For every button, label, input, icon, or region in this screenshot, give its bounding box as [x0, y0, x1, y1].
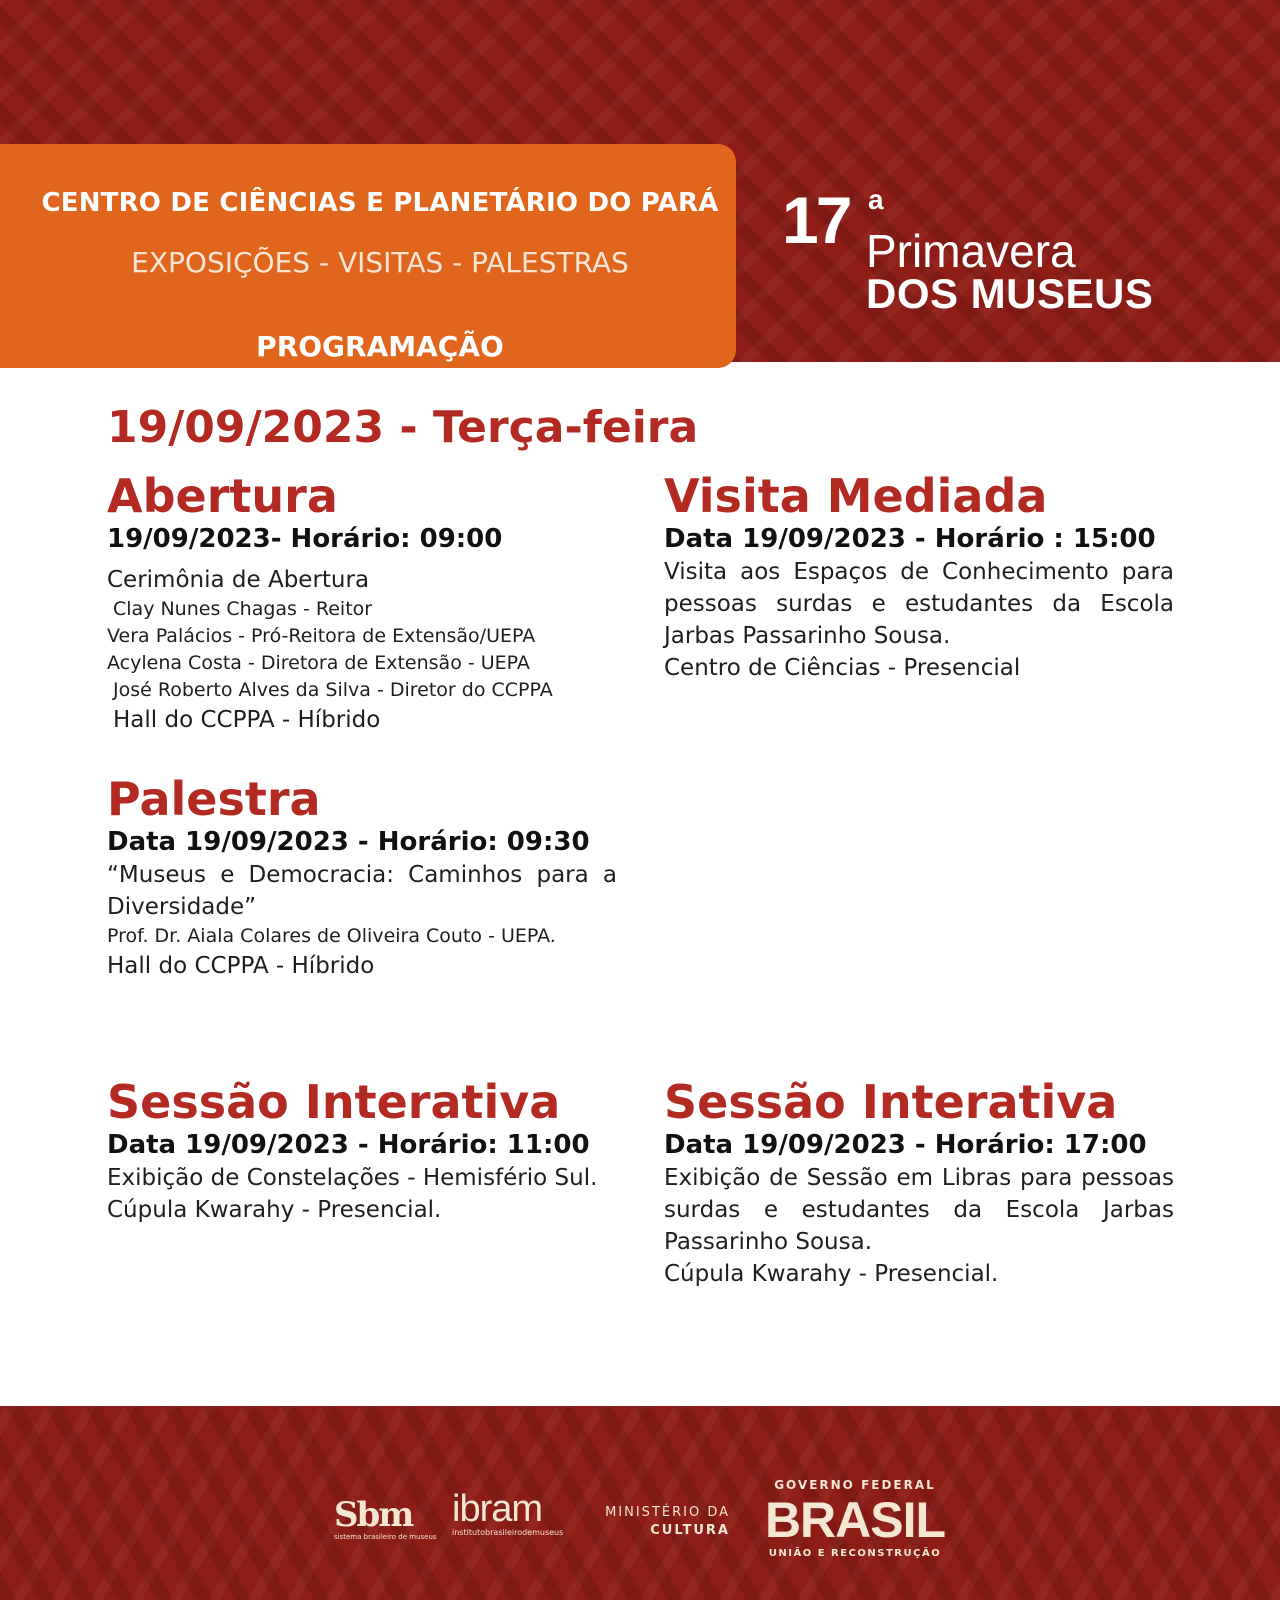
logo-primavera: Primavera	[866, 225, 1076, 277]
ibram-logo-caption: institutobrasileirodemuseus	[452, 1528, 564, 1537]
event-visita-mediada	[664, 470, 1174, 684]
event-speaker: Prof. Dr. Aiala Colares de Oliveira Couto - UEPA.	[107, 925, 556, 947]
event-sessao-interativa-evening	[664, 1076, 1174, 1290]
event-time: Data 19/09/2023 - Horário : 15:00	[664, 524, 1156, 554]
ibram-logo	[452, 1490, 563, 1538]
event-person: Acylena Costa - Diretora de Extensão - UEPA	[107, 652, 530, 674]
event-description: “Museus e Democracia: Caminhos para a Diversidade”	[107, 862, 617, 920]
event-abertura	[107, 470, 617, 736]
logo-edition-number: 17	[782, 183, 850, 257]
event-title: Palestra	[107, 772, 321, 826]
organization-subtitle: EXPOSIÇÕES - VISITAS - PALESTRAS	[131, 246, 629, 279]
organization-title: CENTRO DE CIÊNCIAS E PLANETÁRIO DO PARÁ	[41, 188, 719, 218]
ibram-logo-mark: ibram	[452, 1488, 543, 1530]
event-title: Visita Mediada	[664, 469, 1048, 523]
event-person: José Roberto Alves da Silva - Diretor do CCPPA	[113, 679, 553, 701]
event-location: Cúpula Kwarahy - Presencial.	[107, 1197, 442, 1223]
governo-brasil-wordmark: BRASIL	[764, 1492, 946, 1548]
program-label: PROGRAMAÇÃO	[256, 330, 504, 363]
event-person: Vera Palácios - Pró-Reitora de Extensão/UEPA	[107, 625, 536, 647]
event-description: Exibição de Constelações - Hemisfério Sul.	[107, 1165, 598, 1191]
logo-edition-superscript: a	[868, 184, 884, 215]
sbm-logo-caption: sistema brasileiro de museus	[334, 1533, 437, 1541]
event-sessao-interativa-morning	[107, 1076, 617, 1226]
date-heading: 19/09/2023 - Terça-feira	[107, 402, 699, 453]
event-location: Hall do CCPPA - Híbrido	[113, 707, 381, 733]
governo-federal-logo	[760, 1476, 950, 1562]
event-person: Clay Nunes Chagas - Reitor	[113, 598, 373, 620]
ministerio-line2: CULTURA	[650, 1523, 730, 1538]
event-time: 19/09/2023- Horário: 09:00	[107, 524, 503, 554]
governo-line3: UNIÃO E RECONSTRUÇÃO	[768, 1548, 942, 1559]
event-time: Data 19/09/2023 - Horário: 09:30	[107, 827, 590, 857]
event-description: Exibição de Sessão em Libras para pessoas surdas e estudantes da Escola Jarbas Passarinho Sousa.	[664, 1165, 1174, 1255]
governo-line1: GOVERNO FEDERAL	[774, 1478, 936, 1492]
event-location: Cúpula Kwarahy - Presencial.	[664, 1261, 999, 1287]
event-location: Hall do CCPPA - Híbrido	[107, 953, 375, 979]
sbm-logo-mark: Sbm	[334, 1495, 413, 1535]
event-time: Data 19/09/2023 - Horário: 11:00	[107, 1130, 590, 1160]
ministerio-line1: MINISTÉRIO DA	[605, 1505, 730, 1520]
event-title: Abertura	[107, 469, 338, 523]
event-description: Visita aos Espaços de Conhecimento para pessoas surdas e estudantes da Escola Jarbas Passarinho Sousa.	[664, 559, 1174, 649]
footer-banner	[0, 1406, 1280, 1600]
logo-dos-museus: DOS MUSEUS	[866, 270, 1154, 317]
primavera-dos-museus-logo	[782, 183, 1212, 318]
event-palestra	[107, 773, 617, 982]
sbm-logo	[334, 1495, 437, 1542]
event-title: Sessão Interativa	[107, 1075, 561, 1129]
event-description: Cerimônia de Abertura	[107, 567, 370, 593]
ministerio-cultura-logo	[600, 1504, 730, 1540]
event-time: Data 19/09/2023 - Horário: 17:00	[664, 1130, 1147, 1160]
event-location: Centro de Ciências - Presencial	[664, 655, 1021, 681]
event-title: Sessão Interativa	[664, 1075, 1118, 1129]
